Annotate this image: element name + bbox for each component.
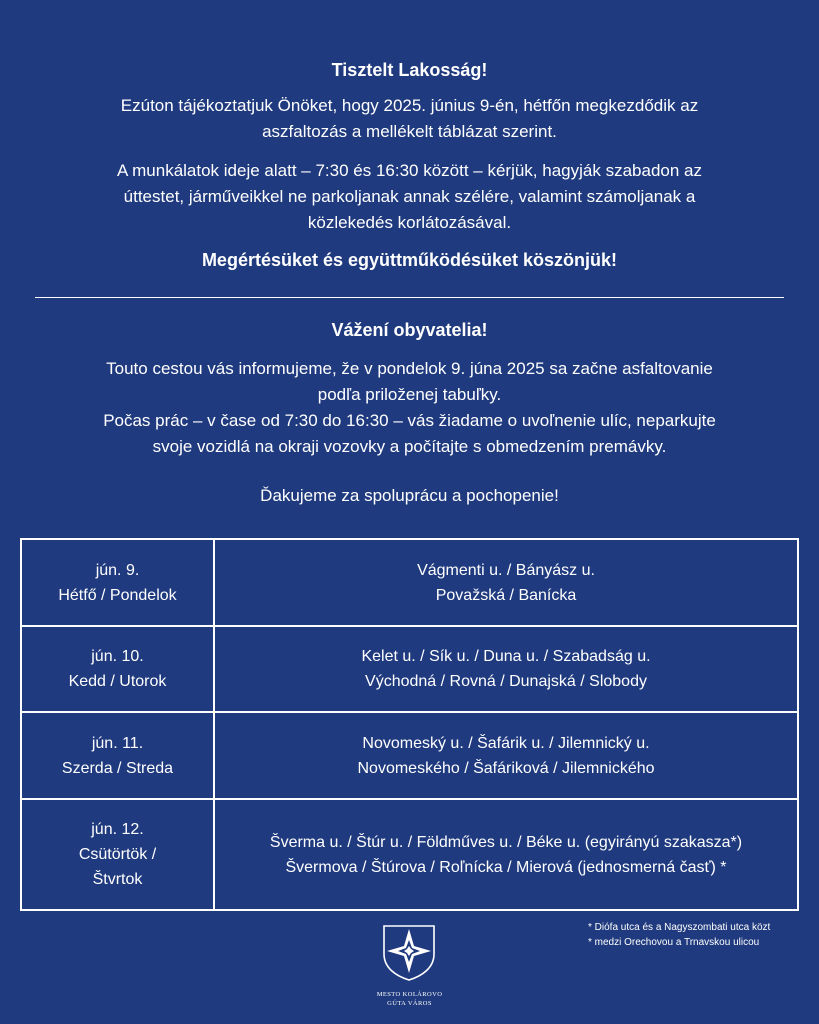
schedule-weekday: Hétfő / Pondelok [58,586,177,604]
city-name-slovak: MESTO KOLÁROVO [376,991,443,998]
text-line: közlekedés korlátozásával. [307,213,512,232]
streets-slovak: Novomeského / Šafáriková / Jilemnického [357,759,655,777]
text-line: aszfaltozás a mellékelt táblázat szerint. [262,122,557,141]
streets-hungarian: Vágmenti u. / Bányász u. [417,561,595,579]
schedule-date-cell [21,712,214,799]
schedule-weekday: Kedd / Utorok [68,673,167,690]
slovak-title: Vážení obyvatelia! [331,320,488,340]
footnotes [588,920,770,950]
text-line: A munkálatok ideje alatt – 7:30 és 16:30 között – kérjük, hagyják szabadon az [117,161,702,180]
schedule-date: jún. 11. [91,734,144,752]
hungarian-paragraph-1 [0,93,819,145]
schedule-weekday: Szerda / Streda [61,759,174,777]
city-emblem [378,920,440,982]
schedule-weekday: Štvrtok [92,871,143,888]
text-line: Počas prác – v čase od 7:30 do 16:30 – vás žiadame o uvoľnenie ulíc, neparkujte [103,411,716,430]
schedule-date: jún. 12. [91,821,144,838]
text-line: svoje vozidlá na okraji vozovky a počítajte s obmedzením premávky. [152,437,667,456]
hungarian-thanks: Megértésüket és együttműködésüket köszönjük! [201,250,618,270]
table-row [21,712,798,799]
city-name-hungarian: GÚTA VÁROS [387,1000,432,1007]
section-divider [35,297,784,298]
slovak-thanks: Ďakujeme za spoluprácu a pochopenie! [260,486,559,505]
schedule-date-cell [21,539,214,626]
streets-hungarian: Šverma u. / Štúr u. / Földműves u. / Béke u. (egyirányú szakasza*) [269,833,743,851]
schedule-streets-cell [214,799,798,910]
schedule-weekday: Csütörtök / [78,846,157,863]
footnote-slovak: * medzi Orechovou a Trnavskou ulicou [588,937,760,948]
streets-hungarian: Kelet u. / Sík u. / Duna u. / Szabadság u. [361,648,651,665]
schedule-date-cell [21,799,214,910]
schedule-streets-cell [214,712,798,799]
schedule-streets-cell [214,539,798,626]
hungarian-title: Tisztelt Lakosság! [331,60,488,80]
table-row [21,539,798,626]
hungarian-paragraph-2 [0,158,819,236]
streets-slovak: Východná / Rovná / Dunajská / Slobody [365,673,647,690]
schedule-streets-cell [214,626,798,712]
streets-slovak: Švermova / Štúrova / Roľnícka / Mierová (jednosmerná časť) * [285,858,727,876]
asphalting-schedule-table [20,538,799,911]
text-line: podľa priloženej tabuľky. [317,385,502,404]
slovak-paragraph-1 [0,356,819,408]
table-row [21,799,798,910]
footnote-hungarian: * Diófa utca és a Nagyszombati utca közt [588,922,771,933]
schedule-date: jún. 9. [95,561,140,579]
text-line: úttestet, járműveikkel ne parkoljanak annak szélére, valamint számoljanak a [123,187,696,206]
streets-hungarian: Novomeský u. / Šafárik u. / Jilemnický u. [362,734,650,752]
schedule-date-cell [21,626,214,712]
star-compass-shield-icon [378,920,440,982]
slovak-paragraph-2 [0,408,819,460]
text-line: Touto cestou vás informujeme, že v pondelok 9. júna 2025 sa začne asfaltovanie [106,359,713,378]
streets-slovak: Považská / Banícka [435,586,577,604]
text-line: Ezúton tájékoztatjuk Önöket, hogy 2025. június 9-én, hétfőn megkezdődik az [120,96,699,115]
schedule-date: jún. 10. [91,648,144,665]
table-row [21,626,798,712]
